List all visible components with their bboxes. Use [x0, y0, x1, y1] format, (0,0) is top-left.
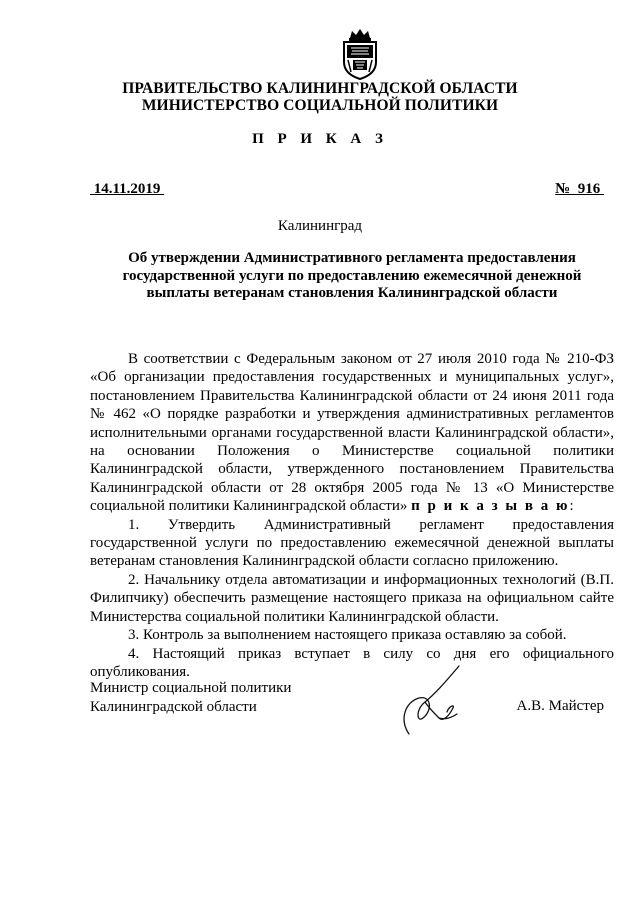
- order-item-2: 2. Начальнику отдела автоматизации и информационных технологий (В.П. Филипчику) обеспечить размещение настоящего приказа на официальном сайте Министерства социальной политики Калининградской области.: [90, 571, 614, 625]
- coat-of-arms-icon: [338, 28, 382, 80]
- document-city: Калининград: [277, 218, 363, 234]
- preamble-paragraph: [90, 350, 614, 516]
- order-item-1: 1. Утвердить Административный регламент предоставления государственной услуги по предоставлению ежемесячной денежной выплаты ветеранам становления Калининградской области согласно приложению.: [90, 516, 614, 570]
- order-verb: п р и к а з ы в а ю: [411, 498, 570, 515]
- signatory-name: А.В. Майстер: [516, 698, 604, 714]
- handwritten-signature: [395, 662, 475, 742]
- order-item-3: 3. Контроль за выполнением настоящего приказа оставляю за собой.: [128, 627, 567, 644]
- document-number: № 916: [555, 181, 604, 197]
- preamble-text: В соответствии с Федеральным законом от 27 июля 2010 года № 210-ФЗ «Об организации предоставления государственных и муниципальных услуг», постановлением Правительства Калининградской области от 24 июня 2011 года № 462 «О порядке разработки и утверждения административных регламентов исполнительными органами государственной власти Калининградской области», на основании Положения о Министерстве социальной политики Калининградской области, утвержденного постановлением Правительства Калининградской области от 28 октября 2005 года № 13 «О Министерстве социальной политики Калининградской области»: [90, 351, 614, 515]
- signatory-position: [90, 679, 291, 717]
- signatory-position-line1: Министр социальной политики: [90, 680, 292, 696]
- document-type-title: П Р И К А З: [252, 131, 388, 147]
- signatory-position-line2: Калининградской области: [90, 699, 257, 715]
- preamble-colon: :: [569, 498, 574, 515]
- document-body: [90, 350, 614, 681]
- order-item-4: 4. Настоящий приказ вступает в силу со дня его официального опубликования.: [90, 645, 614, 680]
- document-date: 14.11.2019: [90, 181, 165, 197]
- ministry-title: МИНИСТЕРСТВО СОЦИАЛЬНОЙ ПОЛИТИКИ: [141, 97, 499, 114]
- government-title: ПРАВИТЕЛЬСТВО КАЛИНИНГРАДСКОЙ ОБЛАСТИ: [122, 80, 518, 97]
- document-subject: Об утверждении Административного регламента предоставления государственной услуги по предоставлению ежемесячной денежной выплаты ветеранам становления Калининградской области: [122, 250, 582, 301]
